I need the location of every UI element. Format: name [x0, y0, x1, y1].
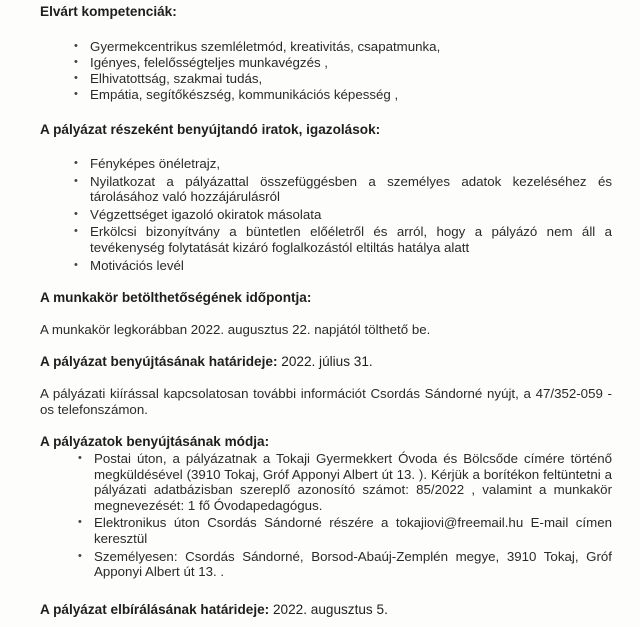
evaluation-value: 2022. augusztus 5. — [269, 602, 388, 617]
list-item: • Gyermekcentrikus szemléletmód, kreativitás, csapatmunka, — [74, 39, 441, 54]
deadline-section — [40, 354, 614, 370]
submission-list — [78, 451, 612, 580]
bullet-icon: • — [78, 516, 82, 529]
bullet-icon: • — [78, 452, 82, 464]
bullet-icon: • — [74, 40, 78, 52]
start-text: A munkakör legkorábban 2022. augusztus 22. napjától tölthető be. — [40, 322, 431, 337]
list-item: • Fényképes önéletrajz, — [74, 156, 221, 171]
competencies-heading: Elvárt kompetenciák: — [40, 4, 177, 19]
list-item: • Motivációs levél — [74, 257, 184, 273]
list-item: • Elhivatottság, szakmai tudás, — [74, 71, 263, 86]
bullet-icon: • — [78, 549, 82, 562]
bullet-icon: • — [74, 56, 78, 68]
list-item: • Végzettséget igazoló okiratok másolata — [74, 206, 322, 222]
deadline-value: 2022. július 31. — [277, 354, 373, 369]
competencies-list — [74, 39, 614, 103]
bullet-icon: • — [74, 174, 78, 187]
list-item: • Elektronikus úton Csordás Sándorné részére a tokajiovi@freemail.hu E-mail címen keresztül — [78, 515, 612, 546]
list-item: • Postai úton, a pályázatnak a Tokaji Gyermekkert Óvoda és Bölcsőde címére történő megküldésével (3910 Tokaj, Gróf Apponyi Albert út 13. ). Kérjük a borítékon feltüntetni a pályázati adatbázisban szereplő azonosító számot: 85/2022 , valamint a munkakör megnevezését: 1 fő Óvodapedagógus. — [78, 451, 612, 513]
competencies-section — [40, 4, 614, 20]
evaluation-label: A pályázat elbírálásának határideje: — [40, 602, 270, 617]
submission-heading: A pályázatok benyújtásának módja: — [40, 434, 270, 449]
bullet-icon: • — [74, 258, 78, 271]
list-item: • Személyesen: Csordás Sándorné, Borsod-Abaúj-Zemplén megye, 3910 Tokaj, Gróf Apponyi Albert út 13. . — [78, 548, 612, 580]
documents-heading: A pályázat részeként benyújtandó iratok, igazolások: — [40, 122, 381, 137]
bullet-icon: • — [74, 72, 78, 84]
documents-section — [40, 122, 614, 138]
start-heading: A munkakör betölthetőségének időpontja: — [40, 290, 312, 305]
documents-list — [74, 156, 612, 273]
evaluation-section — [40, 602, 614, 618]
list-item: • Empátia, segítőkészség, kommunikációs képesség , — [74, 87, 399, 102]
list-item: • Nyilatkozat a pályázattal összefüggésben a személyes adatok kezeléséhez és tárolásához való hozzájárulásról — [74, 173, 612, 205]
info-text: A pályázati kiírással kapcsolatosan további információt Csordás Sándorné nyújt, a 47/352-059 -os telefonszámon. — [40, 386, 612, 417]
bullet-icon: • — [74, 207, 78, 220]
deadline-label: A pályázat benyújtásának határideje: — [40, 354, 278, 369]
list-item: • Igényes, felelősségteljes munkavégzés , — [74, 55, 328, 70]
bullet-icon: • — [74, 88, 78, 100]
submission-section — [40, 434, 614, 450]
bullet-icon: • — [74, 157, 78, 169]
start-section — [40, 290, 614, 306]
bullet-icon: • — [74, 225, 78, 238]
list-item: • Erkölcsi bizonyítvány a büntetlen előéletről és arról, hogy a pályázó nem áll a tevékenység folytatását kizáró foglalkozástól eltiltás hatálya alatt — [74, 224, 612, 255]
